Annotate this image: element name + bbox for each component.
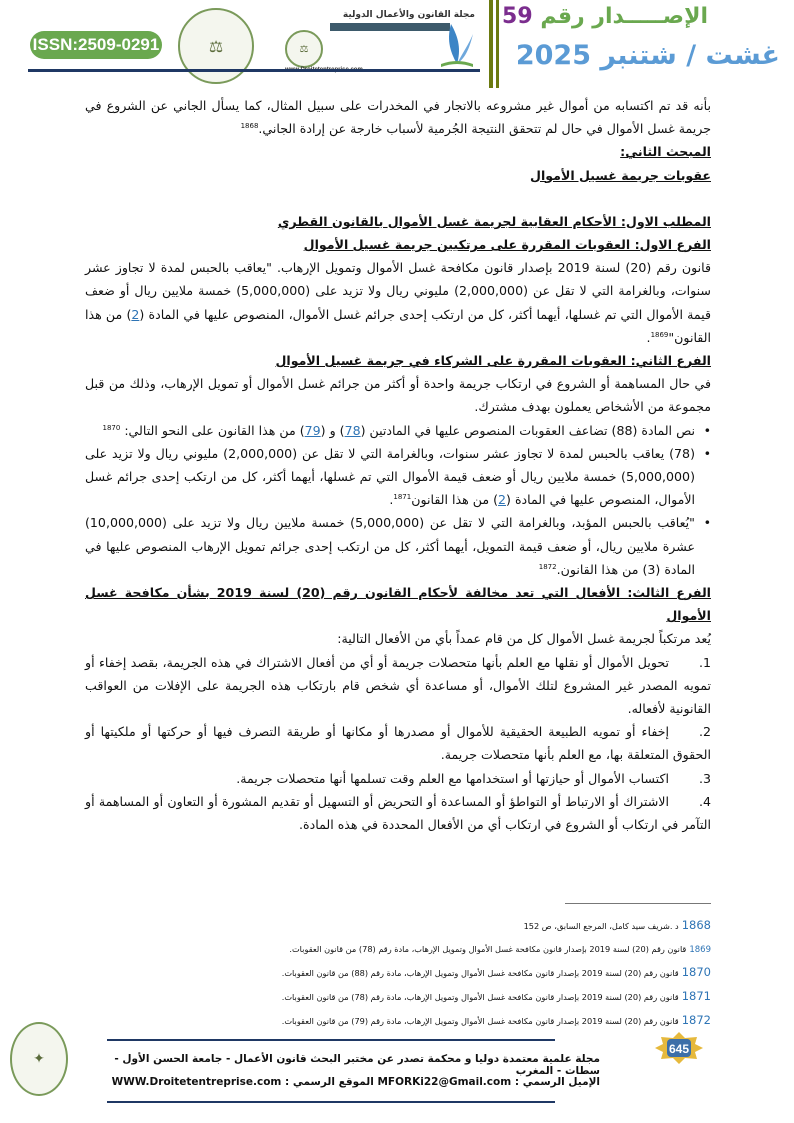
item-number: 3.	[698, 770, 711, 786]
header-rule	[28, 69, 480, 72]
footnote-text: قانون رقم (20) لسنة 2019 بإصدار قانون مكافحة غسل الأموال وتمويل الإرهاب، مادة رقم (79) من قانون العقوبات.	[281, 1015, 679, 1026]
footnote-ref[interactable]: 1870	[102, 423, 121, 432]
journal-name: مجلة القانون والأعمال الدولية	[342, 10, 475, 20]
section-heading	[85, 233, 711, 256]
footnote	[85, 1009, 711, 1033]
issue-date: غشت / شتنبر 2025	[515, 40, 780, 71]
text: الاشتراك أو الارتباط أو التواطؤ أو المساعدة أو التحريض أو التسهيل أو تقديم المشورة أو التعاون أو المساهمة أو التآمر في ارتكاب أو الشروع في ارتكاب أي من الأفعال المحددة في هذه المادة.	[85, 793, 711, 833]
footnote-text: قانون رقم (20) لسنة 2019 بإصدار قانون مكافحة غسل الأموال وتمويل الإرهاب، مادة رقم (78) من قانون العقوبات.	[281, 992, 679, 1003]
footnote	[85, 938, 711, 962]
issue-title	[502, 4, 708, 29]
text: اكتساب الأموال أو حيازتها أو استخدامها مع العلم وقت تسلمها أنها متحصلات جريمة.	[236, 770, 669, 786]
footnotes	[85, 914, 711, 1033]
footnote-ref[interactable]: 1868	[240, 122, 259, 131]
text: ) من هذا القانون	[411, 492, 499, 508]
text: في حال المساهمة أو الشروع في ارتكاب جريمة واحدة أو أكثر من جرائم غسل الأموال أو تمويل الإرهاب، وذلك من قبل مجموعة من الأشخاص يعملون بهدف مشترك.	[85, 376, 711, 415]
text: الفرع الاول: العقوبات المقررة على مرتكبين جريمة غسيل الأموال	[303, 237, 711, 253]
text: نص المادة (88) تضاعف العقوبات المنصوص عليها في المادتين (	[360, 422, 695, 438]
numbered-item	[85, 790, 711, 836]
article-body	[85, 94, 711, 836]
journal-band	[330, 23, 450, 31]
footnote-number[interactable]: 1871	[681, 989, 711, 1004]
section-heading	[85, 349, 711, 372]
footnote-ref[interactable]: 1869	[650, 330, 669, 339]
footnote-number[interactable]: 1868	[681, 918, 711, 932]
text: بأنه قد تم اكتسابه من أموال غير مشروعه بالاتجار في المخدرات على سبيل المثال، كما يسأل الجاني عن الشروع في جريمة غسل الأموال في حال لم تتحقق النتيجة الجُرمية لأسباب خارجة عن إرادة الجاني.	[85, 98, 711, 137]
issue-number: 59	[502, 4, 533, 29]
text: الفرع الثاني: العقوبات المقررة على الشركاء في جريمة غسيل الأموال	[275, 353, 711, 369]
text: إخفاء أو تمويه الطبيعة الحقيقية للأموال أو مصدرها أو مكانها أو طريقة التصرف فيها أو حركتها أو ملكيتها أو الحقوق المتعلقة بها، مع العلم بأنها متحصلات جريمة.	[85, 724, 711, 763]
footnote-number[interactable]: 1872	[681, 1012, 711, 1027]
numbered-item	[85, 720, 711, 766]
text: المطلب الاول: الأحكام العقابية لجريمة غسل الأموال بالقانون القطري	[277, 213, 711, 229]
bullet-item	[85, 442, 711, 512]
footer-contact: الإميل الرسمي : MFORKi22@Gmail.com الموقع الرسمي : WWW.Droitetentreprise.com	[111, 1076, 600, 1088]
footnote-number[interactable]: 1870	[681, 965, 711, 980]
bullet-item	[85, 511, 711, 581]
footnote-number[interactable]: 1869	[689, 944, 711, 955]
footnote	[85, 985, 711, 1009]
footnote	[85, 961, 711, 985]
page-number: 645	[668, 1042, 690, 1056]
article-link[interactable]: 78	[344, 422, 361, 438]
text: ) و (	[320, 422, 345, 438]
header-divider	[489, 0, 493, 88]
text: ) من هذا القانون على النحو التالي:	[120, 422, 305, 438]
item-number: 1.	[698, 654, 711, 670]
issn-badge: ISSN:2509-0291	[30, 31, 162, 59]
footnote	[85, 914, 711, 938]
lab-seal-logo: ⚖	[178, 8, 254, 84]
text: عقوبات جريمة غسيل الأموال	[530, 167, 711, 183]
header-divider	[496, 0, 499, 88]
text: .	[389, 492, 394, 508]
book-leaves-icon	[439, 20, 475, 68]
section-heading	[85, 581, 711, 627]
journal-logo	[280, 10, 475, 68]
text: تحويل الأموال أو نقلها مع العلم بأنها متحصلات جريمة أو أي من أفعال الاشتراك في هذه الجريمة، بقصد إخفاء أو تمويه المصدر غير المشروع لتلك الأموال، أو مساعدة أي شخص قام بارتكاب هذه الجريمة على الإفلات من العواقب القانونية لأفعاله.	[85, 654, 711, 717]
numbered-item	[85, 651, 711, 721]
footer-rule	[107, 1101, 555, 1103]
paragraph	[85, 372, 711, 418]
footnote-ref[interactable]: 1872	[538, 562, 557, 571]
section-heading	[85, 210, 711, 233]
issue-label: الإصـــــدار رقم	[540, 4, 708, 29]
footer-rule	[107, 1039, 555, 1041]
text: المبحث الثاني:	[620, 144, 711, 160]
article-link[interactable]: 2	[498, 492, 507, 508]
section-heading	[85, 140, 711, 163]
text: الفرع الثالث: الأفعال التي تعد مخالفة لأحكام القانون رقم (20) لسنة 2019 بشأن مكافحة غسل الأموال	[85, 585, 711, 624]
paragraph	[85, 94, 711, 140]
spacer	[85, 187, 711, 210]
article-link[interactable]: 2	[131, 306, 140, 322]
text: قانون رقم (20) لسنة 2019 بإصدار قانون مكافحة غسل الأموال وتمويل الإرهاب. "يعاقب بالحبس لمدة لا تجاوز عشر سنوات، وبالغرامة التي لا تقل عن (2,000,000) مليوني ريال ولا تزيد على (5,000,000) خمسة ملايين ريال أو ضعف قيمة الأموال التي تم غسلها، أيهما أكثر، كل من ارتكب إحدى جرائم غسل الأموال، المنصوص عليها في المادة (	[85, 260, 711, 322]
text: ) من هذا القانون"	[85, 306, 711, 345]
numbered-item	[85, 767, 711, 790]
text: يُعد مرتكباً لجريمة غسل الأموال كل من قام عمداً بأي من الأفعال التالية:	[337, 631, 711, 647]
paragraph	[85, 627, 711, 650]
page-number-badge	[655, 1032, 703, 1064]
footnote-ref[interactable]: 1871	[393, 493, 412, 502]
article-link[interactable]: 79	[304, 422, 321, 438]
paragraph	[85, 256, 711, 349]
text: .	[646, 329, 651, 345]
footnote-text: قانون رقم (20) لسنة 2019 بإصدار قانون مكافحة غسل الأموال وتمويل الإرهاب، مادة رقم (78) من قانون العقوبات.	[289, 943, 687, 954]
footnote-text: د .شريف سيد كامل، المرجع السابق، ص 152	[523, 921, 679, 931]
small-seal-icon: ⚖	[285, 30, 323, 68]
footer-journal-info: مجلة علمية معتمدة دوليا و محكمة تصدر عن مختبر البحث قانون الأعمال - جامعة الحسن الأول - سطات - المغرب	[114, 1053, 600, 1077]
footer-seal-logo: ✦	[10, 1022, 68, 1096]
section-heading	[85, 164, 711, 187]
text: "يُعاقب بالحبس المؤبد، وبالغرامة التي لا تقل عن (5,000,000) خمسة ملايين ريال ولا تزيد على (10,000,000) عشرة ملايين ريال، أو ضعف قيمة التمويل، أيهما أكثر، كل من ارتكب إحدى جرائم تمويل الإرهاب المنصوص عليها في المادة (3) من هذا القانون.	[85, 515, 695, 577]
item-number: 2.	[698, 724, 711, 740]
item-number: 4.	[698, 793, 711, 809]
text: (78) يعاقب بالحبس لمدة لا تجاوز عشر سنوات، وبالغرامة التي لا تقل عن (2,000,000) مليوني ريال ولا تزيد على (5,000,000) خمسة ملايين ريال أو ضعف قيمة الأموال التي تم غسلها، أيهما أكثر، كل من ارتكب إحدى جرائم غسل الأموال، المنصوص عليها في المادة (	[85, 445, 695, 508]
footnote-text: قانون رقم (20) لسنة 2019 بإصدار قانون مكافحة غسل الأموال وتمويل الإرهاب، مادة رقم (88) من قانون العقوبات.	[281, 968, 679, 979]
footnote-separator	[565, 903, 711, 904]
bullet-item	[85, 419, 711, 442]
